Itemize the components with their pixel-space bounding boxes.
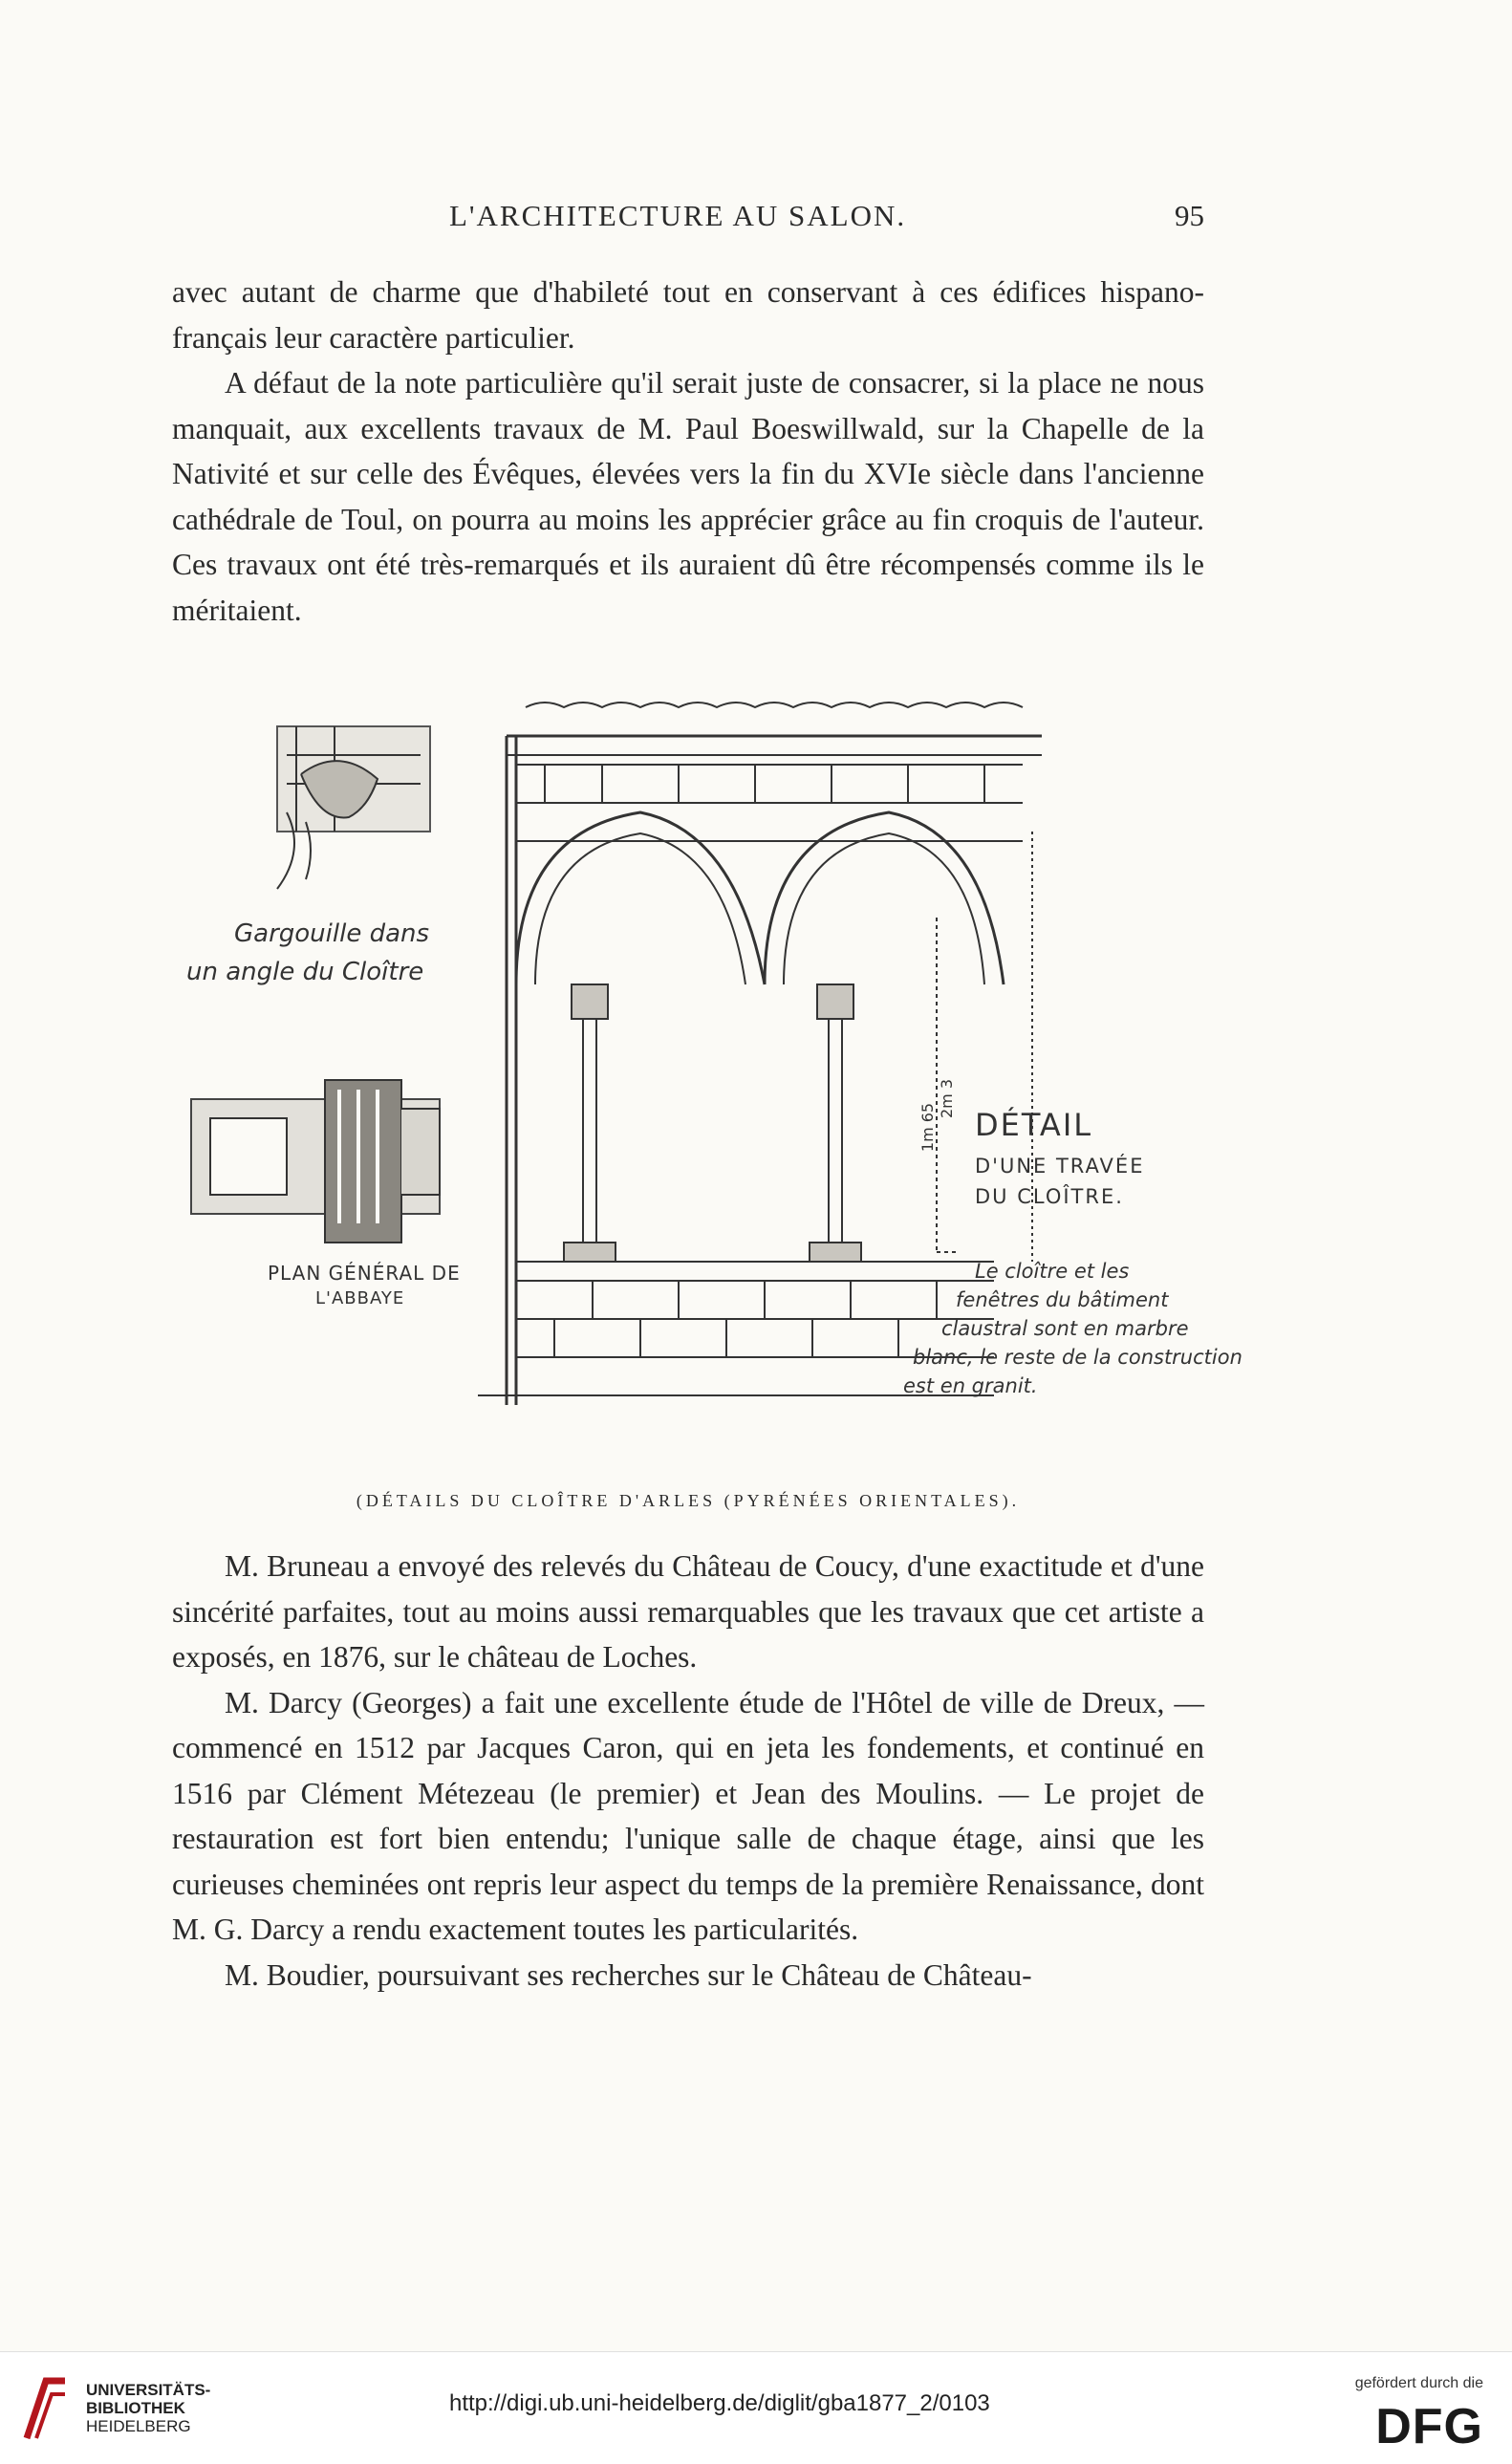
paragraph: A défaut de la note particulière qu'il serait juste de consacrer, si la place ne nous manquait, aux excellents travaux de M. Paul Boeswillwald, sur la Chapelle de la Nativité et sur celle des Évêques, élevées vers la fin du XVIe siècle dans l'ancienne cathédrale de Toul, on pourra au moins les apprécier grâce au fin croquis de l'auteur. Ces travaux ont été très-remarqués et ils auraient dû être récompensés comme ils le méritaient.	[172, 366, 1204, 627]
plan-label-1: PLAN GÉNÉRAL DE	[268, 1262, 461, 1285]
footer-bar	[0, 2351, 1512, 2464]
page-number: 95	[1175, 199, 1204, 232]
plan-sketch	[191, 1080, 440, 1243]
body-text-top	[172, 270, 1204, 633]
material-note-5: est en granit.	[903, 1374, 1038, 1397]
material-note-3: claustral sont en marbre	[941, 1317, 1189, 1340]
paragraph: M. Darcy (Georges) a fait une excellente étude de l'Hôtel de ville de Dreux, — commencé en 1512 par Jacques Caron, qui en jeta les fondements, et continué en 1516 par Clément Métezeau (le premier) et Jean des Moulins. — Le projet de restauration est fort bien entendu; l'unique salle de chaque étage, ainsi que les curieuses cheminées ont repris leur aspect du temps de la première Renaissance, dont M. G. Darcy a rendu exactement toutes les particularités.	[172, 1685, 1204, 1946]
figure-caption: (DÉTAILS DU CLOÎTRE D'ARLES (PYRÉNÉES ORIENTALES).	[356, 1491, 1021, 1510]
detail-subtitle-2: DU CLOÎTRE.	[975, 1185, 1124, 1208]
paragraph: M. Bruneau a envoyé des relevés du Château de Coucy, d'une exactitude et d'une sincérité parfaites, tout au moins aussi remarquables que les travaux que cet artiste a exposés, en 1876, sur le château de Loches.	[172, 1549, 1204, 1674]
architectural-illustration	[143, 669, 1242, 1453]
paragraph: avec autant de charme que d'habileté tout en conservant à ces édifices hispano-français leur caractère particulier.	[172, 275, 1204, 355]
dimension-label-2: 2m 3	[938, 1078, 957, 1119]
dimension-label-1: 1m 65	[918, 1102, 938, 1153]
funding-label: gefördert durch die	[1354, 2375, 1483, 2391]
library-name	[86, 2381, 210, 2435]
paragraph: M. Boudier, poursuivant ses recherches sur le Château de Château-	[225, 1957, 1032, 1992]
university-library-logo-icon	[17, 2371, 75, 2448]
detail-subtitle-1: D'UNE TRAVÉE	[975, 1155, 1145, 1178]
library-line: BIBLIOTHEK	[86, 2399, 185, 2417]
material-note-2: fenêtres du bâtiment	[956, 1288, 1169, 1311]
permalink-url[interactable]: http://digi.ub.uni-heidelberg.de/diglit/gba1877_2/0103	[449, 2390, 990, 2416]
body-text-bottom	[172, 1544, 1204, 1998]
gargoyle-label-1: Gargouille dans	[234, 919, 430, 948]
gargoyle-label-2: un angle du Cloître	[186, 958, 424, 986]
material-note-4: blanc, le reste de la construction	[913, 1346, 1242, 1369]
library-line: UNIVERSITÄTS-	[86, 2381, 211, 2399]
running-header	[172, 199, 1204, 237]
gargoyle-sketch	[277, 726, 430, 889]
material-note-1: Le cloître et les	[975, 1260, 1130, 1283]
detail-title: DÉTAIL	[975, 1107, 1093, 1143]
library-line: HEIDELBERG	[86, 2417, 191, 2435]
running-title: L'ARCHITECTURE AU SALON.	[449, 199, 907, 232]
dfg-logo: DFG	[1375, 2399, 1483, 2454]
plan-label-2: L'ABBAYE	[315, 1288, 405, 1308]
